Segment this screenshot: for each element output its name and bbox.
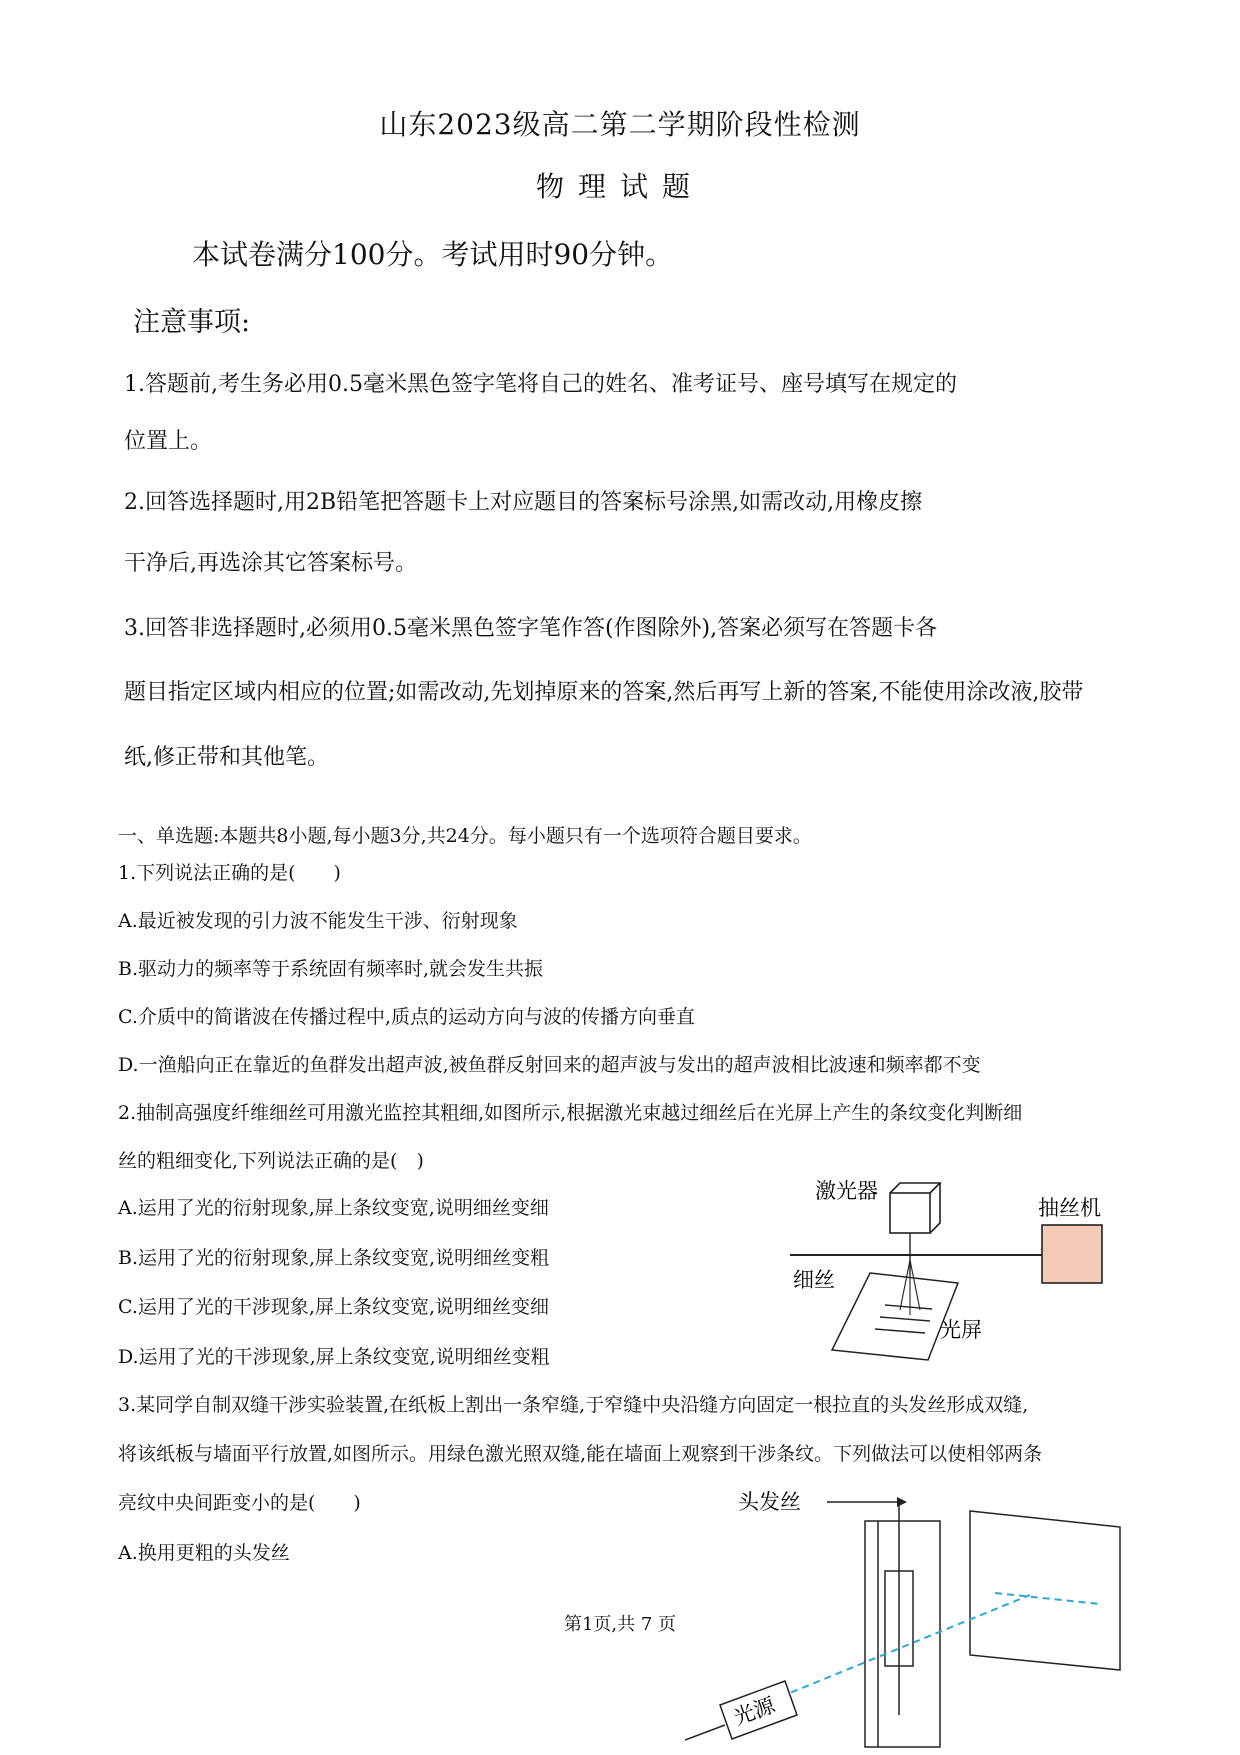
light-source	[685, 1681, 797, 1740]
question-1-option-c: C.介质中的简谐波在传播过程中,质点的运动方向与波的传播方向垂直	[118, 1006, 695, 1028]
question-1-option-b: B.驱动力的频率等于系统固有频率时,就会发生共振	[118, 958, 544, 980]
question-2-stem: 丝的粗细变化,下列说法正确的是( )	[118, 1150, 424, 1172]
laser-diagram-figure	[780, 1165, 1120, 1365]
screen-label: 光屏	[940, 1318, 982, 1342]
question-2-option-d: D.运用了光的干涉现象,屏上条纹变宽,说明细丝变粗	[118, 1346, 550, 1368]
notice-line: 1.答题前,考生务必用0.5毫米黑色签字笔将自己的姓名、准考证号、座号填写在规定的	[124, 372, 957, 397]
fringe-pattern	[875, 1305, 932, 1333]
source-label: 光源	[730, 1692, 779, 1730]
laser-device	[890, 1183, 940, 1233]
question-1-option-a: A.最近被发现的引力波不能发生干涉、衍射现象	[118, 910, 518, 932]
section-heading: 一、单选题:本题共8小题,每小题3分,共24分。每小题只有一个选项符合题目要求。	[118, 825, 812, 847]
notice-title: 注意事项:	[133, 307, 251, 338]
hair-label: 头发丝	[738, 1490, 801, 1514]
question-3-stem: 将该纸板与墙面平行放置,如图所示。用绿色激光照双缝,能在墙面上观察到干涉条纹。下列做法可以使相邻两条	[118, 1443, 1043, 1465]
exam-subtitle: 物理试题	[535, 170, 704, 203]
fringe-line	[995, 1593, 1100, 1604]
exam-title: 山东2023级高二第二学期阶段性检测	[379, 108, 861, 141]
light-screen	[832, 1273, 958, 1360]
puller-label: 抽丝机	[1038, 1196, 1101, 1220]
puller-device	[1042, 1225, 1102, 1283]
question-2-option-a: A.运用了光的衍射现象,屏上条纹变宽,说明细丝变细	[118, 1197, 549, 1219]
laser-label: 激光器	[815, 1179, 878, 1203]
question-2-option-b: B.运用了光的衍射现象,屏上条纹变宽,说明细丝变粗	[118, 1247, 550, 1269]
exam-info: 本试卷满分100分。考试用时90分钟。	[192, 238, 674, 271]
notice-line: 2.回答选择题时,用2B铅笔把答题卡上对应题目的答案标号涂黑,如需改动,用橡皮擦	[124, 490, 923, 515]
wire-label: 细丝	[793, 1268, 835, 1292]
notice-line: 题目指定区域内相应的位置;如需改动,先划掉原来的答案,然后再写上新的答案,不能使用涂改液,胶带	[124, 680, 1084, 705]
wall	[970, 1511, 1120, 1670]
question-1-option-d: D.一渔船向正在靠近的鱼群发出超声波,被鱼群反射回来的超声波与发出的超声波相比波速和频率都不变	[118, 1054, 981, 1076]
notice-line: 干净后,再选涂其它答案标号。	[124, 551, 417, 576]
question-3-stem: 3.某同学自制双缝干涉实验装置,在纸板上割出一条窄缝,于窄缝中央沿缝方向固定一根拉直的头发丝形成双缝,	[118, 1394, 1029, 1416]
question-1-stem: 1.下列说法正确的是( )	[118, 862, 341, 884]
question-3-option-a: A.换用更粗的头发丝	[118, 1542, 290, 1564]
question-3-stem: 亮纹中央间距变小的是( )	[118, 1492, 361, 1514]
page-footer: 第1页,共 7 页	[563, 1614, 677, 1635]
notice-line: 位置上。	[124, 429, 213, 454]
notice-line: 3.回答非选择题时,必须用0.5毫米黑色签字笔作答(作图除外),答案必须写在答题卡各	[124, 616, 938, 641]
question-2-stem: 2.抽制高强度纤维细丝可用激光监控其粗细,如图所示,根据激光束越过细丝后在光屏上产生的条纹变化判断细	[118, 1102, 1023, 1124]
question-2-option-c: C.运用了光的干涉现象,屏上条纹变宽,说明细丝变细	[118, 1296, 549, 1318]
notice-line: 纸,修正带和其他笔。	[124, 745, 329, 770]
